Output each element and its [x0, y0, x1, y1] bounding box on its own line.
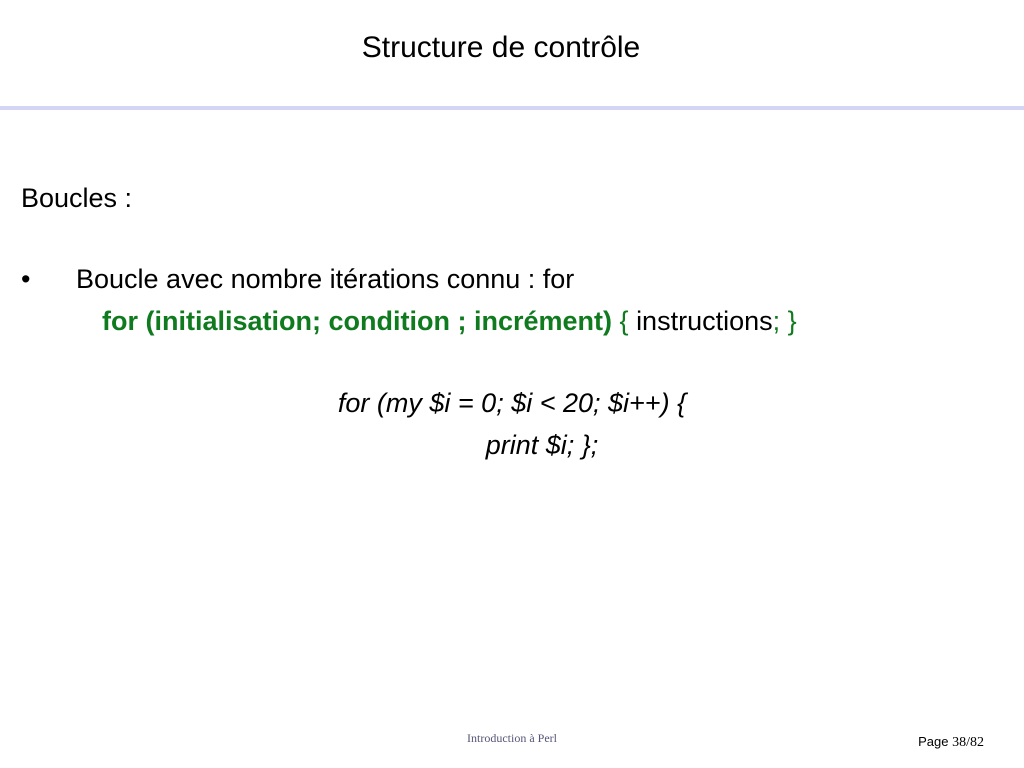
for-syntax-keyword: for (initialisation; condition ; incrément) [102, 306, 612, 336]
for-syntax-close: ; } [772, 306, 797, 336]
bullet-item [21, 261, 574, 297]
section-heading: Boucles : [21, 183, 133, 213]
for-syntax-body: instructions [636, 306, 773, 336]
footer-presentation-title: Introduction à Perl [467, 731, 557, 745]
code-example-line-2: print $i; }; [485, 430, 599, 460]
bullet-text: Boucle avec nombre itérations connu : for [76, 264, 575, 294]
code-example-line-1: for (my $i = 0; $i < 20; $i++) { [337, 388, 687, 418]
slide-title: Structure de contrôle [361, 31, 641, 64]
bullet-marker: • [21, 264, 31, 294]
for-syntax-open-brace: { [619, 306, 629, 336]
footer-page-number [918, 734, 984, 751]
page-label: Page [918, 734, 953, 749]
title-divider [0, 106, 1024, 110]
page-count: 38/82 [952, 735, 984, 750]
for-syntax-line [102, 303, 797, 339]
